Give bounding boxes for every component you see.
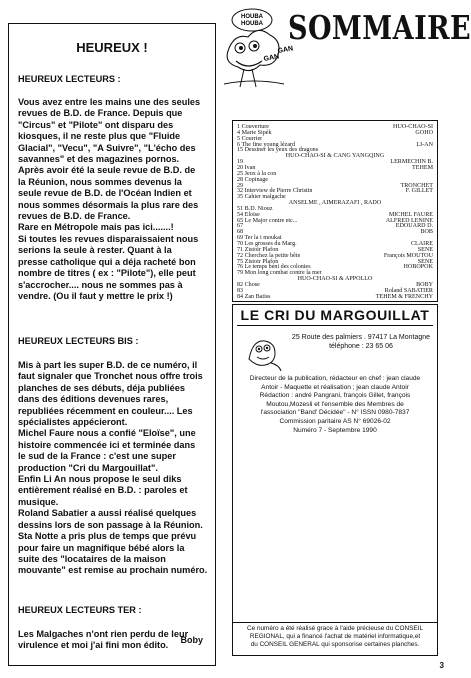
- toc-entry-author: LI-AN: [416, 141, 433, 148]
- masthead-credits: Directeur de la publication, rédacteur en chef : jean claude Antoir - Maquette et réalisation ; jean claude Antoir Rédaction : andré Pangrani, françois Gillet, françois Moutou,Mozesli et l'ensemble des Membres de l'association "Band' Décidée" - N° ISSN 0980-7837 Commission paritaire AS N° 69026-02 Numéro 7 - Septembre 1990: [249, 375, 421, 434]
- editorial-heading-3: HEUREUX LECTEURS TER :: [18, 605, 142, 615]
- mascot-illustration: [214, 6, 294, 96]
- masthead-title: LE CRI DU MARGOUILLAT: [240, 307, 430, 323]
- editorial-heading-2: HEUREUX LECTEURS BIS :: [18, 336, 139, 346]
- toc-entry-title: 4 Marie Sipèk: [237, 129, 272, 136]
- toc-entry-author: Roland SABATIER: [384, 287, 433, 294]
- toc-entry-author: SENE: [417, 258, 433, 265]
- sponsor-text: Ce numéro a été réalisé grace à l'aide précieuse du CONSEIL REGIONAL, qui a financé l'achat de matériel informatique,et du CONSEIL GENERAL qui sponsorise certaines planches.: [247, 625, 423, 649]
- toc-entry-author: TEHEM & FRENCHY: [375, 293, 433, 300]
- toc-entry-author: SENE: [417, 246, 433, 253]
- sponsor-acknowledgement: [232, 622, 438, 656]
- toc-entry-title: 67: [237, 223, 244, 230]
- toc-entry-title: 29: [237, 182, 244, 189]
- toc-entry-title: 68: [237, 229, 244, 236]
- toc-entry-title: 71 Zistoir Plafon: [237, 246, 279, 253]
- toc-entry-title: 54 Eloïse: [237, 211, 260, 218]
- editorial-paragraph-3: Les Malgaches n'ont rien perdu de leur virulence et moi j'ai fini mon édito.: [18, 629, 189, 651]
- toc-entry-title: 6 The fine young lézard: [237, 141, 296, 148]
- toc-entry-title: 25 Jeux à la con: [237, 170, 277, 177]
- editorial-paragraph-2: Mis à part les super B.D. de ce numéro, il faut signaler que Tronchet nous offre trois planches de ses débuts, déja publiées dans des éditions devenues rares, republiées récemment en couleur.... Les spécialistes appécieront. Michel Faure nous a confié "Eloïse", une histoire commencée ici et terminée dans le sud de la France : c'est une super production "Cri du Margouillat". Enfin Li An nous propose le seul diks entièrement réalisé en B.D. : paroles et musique. Roland Sabatier a aussi réalisé quelques dessins lors de son passage à la Réunion. Sta Notte a pris plus de temps que prévu pour faire un magnifique bébé alors la suite des "locataires de la maison mouvante" est remise au prochain numéro.: [18, 360, 208, 576]
- masthead-divider: [237, 325, 433, 326]
- toc-entry-author: BOBY: [416, 281, 433, 288]
- toc-entry-title: 75 Zistoir Plafon: [237, 258, 279, 265]
- sommaire-title: SOMMAIRE: [288, 8, 471, 47]
- toc-entry-title: 76 Le temps béni des colonies: [237, 264, 311, 271]
- toc-entry-title: 84 Zan Batiss: [237, 293, 271, 300]
- table-of-contents: [232, 120, 438, 302]
- toc-entry-author: TEHEM: [412, 164, 433, 171]
- toc-entry-author: MICHEL FAURE: [388, 211, 433, 218]
- editorial-heading-1: HEUREUX LECTEURS :: [18, 74, 121, 84]
- toc-entry-author: HUO-CHAO-SI: [393, 124, 433, 130]
- toc-entry-title: 72 Cherchez la petite bête: [237, 252, 301, 259]
- toc-entry-author: TRONCHET: [400, 182, 433, 189]
- mascot-bubble-line-1: HOUBA: [241, 14, 263, 20]
- mascot-bubble-line-2: HOUBA: [241, 21, 263, 27]
- toc-entry-author: François MOUTOU: [383, 252, 433, 259]
- toc-entry-title: 20 Ivan: [237, 164, 256, 171]
- toc-entry-title: 1 Couverture: [237, 124, 269, 130]
- mascot-chant-1: GAN: [263, 53, 280, 63]
- editorial-paragraph-1: Vous avez entre les mains une des seules revues de B.D. de France. Depuis que "Circus" et "Pilote" ont disparu des kiosques, il ne reste plus que "Fluide Glacial", "Vecu", "A Suivre", "L'écho des savannes" et des magazines pornos. Après avoir été la seule revue de B.D. de la Réunion, nous sommes devenus la seule revue de B.D. de l'Océan Indien et nous sommes désormais la plus rare des revues de B.D. de France. Rare en Métropole mais pas ici.......! Si toutes les revues disparaissaient nous serions la seule à rester. Quant à la presse catholique qui a déja racheté bon nombre de titres ( ex : "Pilote"), elle peut s'accrocher.... nous ne sommes pas à vendre. (Ou il faut y mettre le prix !): [18, 97, 201, 301]
- masthead-address: 25 Route des palmiers . 97417 La Montagne téléphone : 23 65 06: [291, 334, 431, 350]
- toc-entry-title: 70 Les grosses du Marg.: [237, 241, 297, 247]
- toc-entry-title: 51 B.D. Niouz: [237, 205, 273, 212]
- toc-entry-title: 83: [237, 287, 244, 294]
- toc-entry-author: F. GILLET: [405, 188, 433, 195]
- toc-entry-author: LERMECHIN B.: [390, 159, 433, 166]
- toc-entry: [237, 294, 433, 300]
- toc-entry-title: 79 Mon long combat contre la mer: [237, 270, 322, 277]
- page-number: 3: [439, 661, 444, 670]
- toc-entry-title: 15 Dessiner les yeux des dragons: [237, 147, 319, 154]
- toc-entry-title: 19: [237, 159, 244, 166]
- mascot-chant-2: GAN: [277, 45, 294, 55]
- toc-entry-title: 69 Ter la i moukat: [237, 235, 282, 242]
- toc-entry-credit: HUO-CHAO-SI & CANG YANGQING: [285, 153, 385, 160]
- toc-entry-author: EDOUARD D.: [395, 223, 433, 230]
- toc-entry-credit: HUO-CHAO-SI & APPOLLO: [297, 276, 373, 283]
- editorial-title: HEUREUX !: [76, 40, 148, 55]
- toc-entry-title: 35 Cahier malgache: [237, 194, 286, 201]
- toc-entry-title: 65 Le Major contre etc...: [237, 217, 298, 224]
- toc-entry-title: 32 Interview de Pierre Christin: [237, 188, 313, 195]
- toc-entry-author: GOHO: [415, 129, 433, 136]
- editorial-box: [8, 23, 216, 666]
- toc-entry-author: CLAIRE: [410, 241, 433, 247]
- toc-entry-title: 5 Courrier: [237, 135, 263, 142]
- lizard-mascot-icon: [241, 329, 285, 371]
- toc-entry-author: HOBOPOK: [403, 264, 433, 271]
- toc-entry-title: 28 Copinage: [237, 176, 268, 183]
- toc-entry-title: 82 Chose: [237, 281, 260, 288]
- toc-entry-author: ALFRED LENINE: [385, 217, 433, 224]
- editorial-signature: Boby: [180, 635, 203, 645]
- toc-entry-author: BOB: [420, 229, 433, 236]
- toc-entry-credit: ANSELME , AIMERAZAFI , RADO: [288, 200, 382, 207]
- masthead-box: [232, 304, 438, 656]
